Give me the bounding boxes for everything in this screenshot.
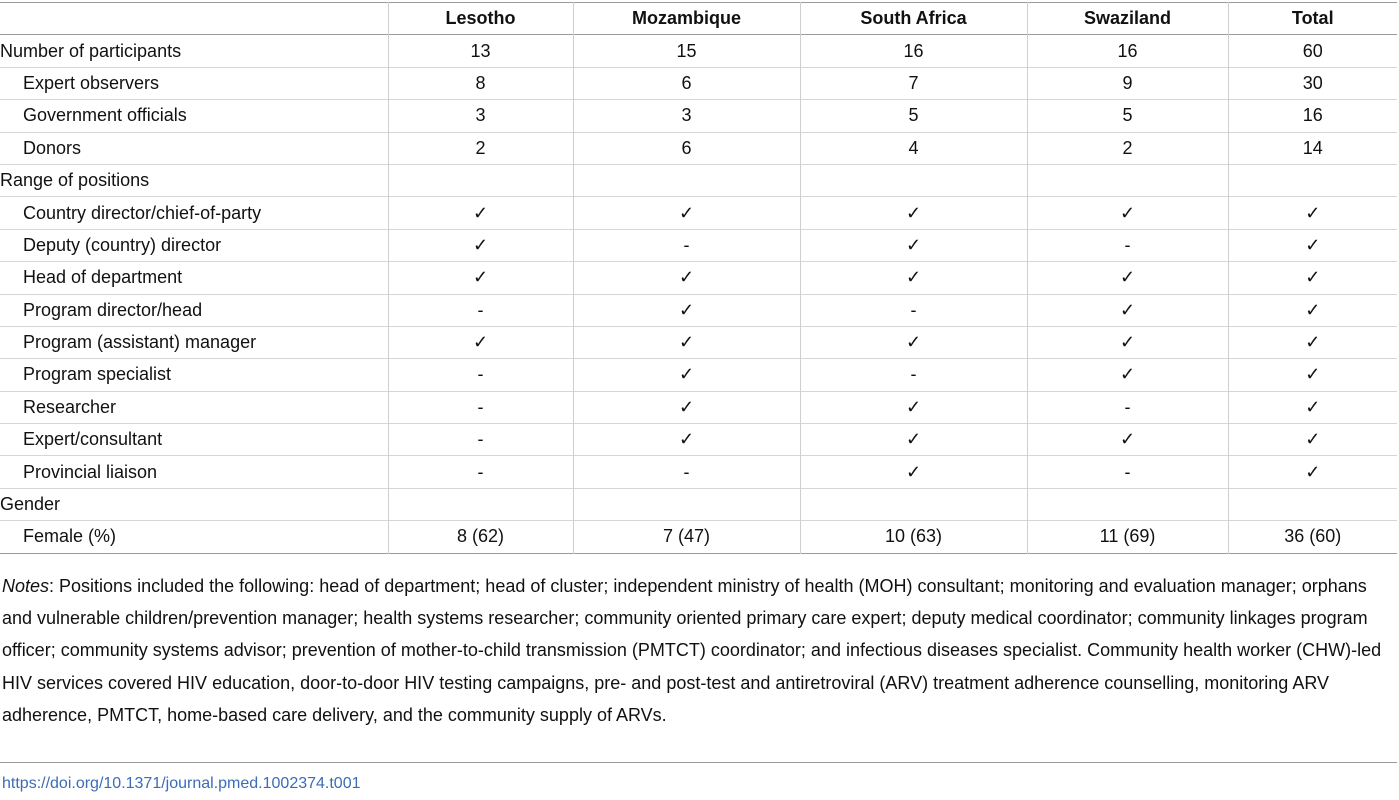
table-cell: ✓ bbox=[573, 197, 800, 229]
table-cell: ✓ bbox=[1027, 424, 1228, 456]
row-label: Provincial liaison bbox=[0, 456, 388, 488]
table-row bbox=[0, 521, 1397, 553]
table-cell bbox=[573, 164, 800, 196]
table-cell: ✓ bbox=[1027, 359, 1228, 391]
table-row bbox=[0, 197, 1397, 229]
table-row bbox=[0, 294, 1397, 326]
table-cell bbox=[388, 164, 573, 196]
table-row bbox=[0, 164, 1397, 196]
table-cell: 3 bbox=[388, 100, 573, 132]
table-cell: ✓ bbox=[388, 229, 573, 261]
table-cell: - bbox=[388, 456, 573, 488]
table-cell: ✓ bbox=[800, 197, 1027, 229]
table-cell: ✓ bbox=[1027, 326, 1228, 358]
notes-label: Notes bbox=[2, 576, 50, 596]
table-cell: 15 bbox=[573, 35, 800, 67]
table-cell: ✓ bbox=[1305, 234, 1321, 255]
table-row bbox=[0, 326, 1397, 358]
notes-text: : Positions included the following: head of department; head of cluster; independent ministry of health (MOH) consultant; monitoring and evaluation manager; orphans and vulnerable children/prevention manager; health systems researcher; community oriented primary care expert; deputy medical coordinator; community linkages program officer; community systems advisor; prevention of mother-to-child transmission (PMTCT) coordinator; and infectious diseases specialist. Community health worker (CHW)-led HIV services covered HIV education, door-to-door HIV testing campaigns, pre- and post-test and antiretroviral (ARV) treatment adherence counselling, monitoring ARV adherence, PMTCT, home-based care delivery, and the community supply of ARVs. bbox=[2, 576, 1382, 725]
column-header: Swaziland bbox=[1027, 3, 1228, 35]
table-cell: - bbox=[800, 359, 1027, 391]
table-cell: ✓ bbox=[800, 391, 1027, 423]
table-cell: ✓ bbox=[388, 197, 573, 229]
table-cell: - bbox=[388, 391, 573, 423]
table-cell: ✓ bbox=[800, 262, 1027, 294]
table-cell: ✓ bbox=[800, 456, 1027, 488]
row-label: Female (%) bbox=[0, 521, 388, 553]
table-cell: 16 bbox=[1302, 105, 1323, 126]
table-cell: 16 bbox=[1027, 35, 1228, 67]
table-cell: 2 bbox=[1027, 132, 1228, 164]
table-cell: - bbox=[1027, 391, 1228, 423]
row-label: Gender bbox=[0, 488, 388, 520]
table-cell: - bbox=[573, 456, 800, 488]
table-cell: 30 bbox=[1302, 72, 1323, 93]
table-cell: ✓ bbox=[573, 326, 800, 358]
table-cell: ✓ bbox=[573, 359, 800, 391]
table-cell: - bbox=[388, 359, 573, 391]
header-corner bbox=[0, 3, 388, 35]
table-cell: ✓ bbox=[1305, 461, 1321, 482]
table-cell: - bbox=[388, 424, 573, 456]
table-cell: ✓ bbox=[1305, 364, 1321, 385]
table-cell bbox=[800, 164, 1027, 196]
row-label: Researcher bbox=[0, 391, 388, 423]
table-row bbox=[0, 35, 1397, 67]
header-row bbox=[0, 3, 1397, 35]
row-label: Deputy (country) director bbox=[0, 229, 388, 261]
table-cell: 7 bbox=[800, 67, 1027, 99]
table-cell: 36 (60) bbox=[1284, 526, 1342, 547]
table-cell: ✓ bbox=[800, 424, 1027, 456]
table-cell: 14 bbox=[1302, 137, 1323, 158]
table-cell bbox=[1027, 164, 1228, 196]
row-label: Number of participants bbox=[0, 35, 388, 67]
table-notes bbox=[2, 570, 1396, 731]
table-cell: 3 bbox=[573, 100, 800, 132]
row-label: Country director/chief-of-party bbox=[0, 197, 388, 229]
table-row bbox=[0, 262, 1397, 294]
column-header: South Africa bbox=[800, 3, 1027, 35]
column-header: Lesotho bbox=[388, 3, 573, 35]
table-body bbox=[0, 35, 1397, 553]
table-cell: 10 (63) bbox=[800, 521, 1027, 553]
table-row bbox=[0, 488, 1397, 520]
table-cell: 60 bbox=[1302, 40, 1323, 61]
table-cell: ✓ bbox=[800, 326, 1027, 358]
table-cell: ✓ bbox=[1027, 197, 1228, 229]
table-row bbox=[0, 424, 1397, 456]
row-label: Program specialist bbox=[0, 359, 388, 391]
table-cell: ✓ bbox=[573, 391, 800, 423]
table-cell: 2 bbox=[388, 132, 573, 164]
table-cell bbox=[800, 488, 1027, 520]
footer-divider bbox=[0, 762, 1397, 763]
table-cell bbox=[388, 488, 573, 520]
table-cell: - bbox=[1027, 229, 1228, 261]
row-label: Program (assistant) manager bbox=[0, 326, 388, 358]
table-cell: 5 bbox=[1027, 100, 1228, 132]
table-cell: 8 bbox=[388, 67, 573, 99]
table-row bbox=[0, 100, 1397, 132]
table-cell: ✓ bbox=[1305, 267, 1321, 288]
table-cell bbox=[573, 488, 800, 520]
table-cell: - bbox=[800, 294, 1027, 326]
table-cell: - bbox=[573, 229, 800, 261]
table-cell: 8 (62) bbox=[388, 521, 573, 553]
table-cell: 5 bbox=[800, 100, 1027, 132]
table-cell: ✓ bbox=[388, 262, 573, 294]
row-label: Expert observers bbox=[0, 67, 388, 99]
table-cell: ✓ bbox=[800, 229, 1027, 261]
row-label: Donors bbox=[0, 132, 388, 164]
table-cell: 13 bbox=[388, 35, 573, 67]
table-cell: 6 bbox=[573, 132, 800, 164]
participants-table bbox=[0, 2, 1397, 554]
table-cell bbox=[1228, 488, 1397, 520]
table-cell: 7 (47) bbox=[573, 521, 800, 553]
table-cell: ✓ bbox=[1305, 299, 1321, 320]
row-label: Expert/consultant bbox=[0, 424, 388, 456]
table-row bbox=[0, 67, 1397, 99]
table-cell: ✓ bbox=[388, 326, 573, 358]
table-row bbox=[0, 132, 1397, 164]
doi-link[interactable]: https://doi.org/10.1371/journal.pmed.1002374.t001 bbox=[2, 775, 361, 792]
table-cell: ✓ bbox=[1305, 202, 1321, 223]
table-cell: ✓ bbox=[1305, 396, 1321, 417]
table-cell: 6 bbox=[573, 67, 800, 99]
table-cell: 16 bbox=[800, 35, 1027, 67]
table-cell bbox=[1228, 164, 1397, 196]
row-label: Program director/head bbox=[0, 294, 388, 326]
table-cell: ✓ bbox=[1027, 294, 1228, 326]
table-cell: ✓ bbox=[573, 262, 800, 294]
table-cell: ✓ bbox=[1305, 332, 1321, 353]
table-cell: 4 bbox=[800, 132, 1027, 164]
table-cell: - bbox=[388, 294, 573, 326]
table-row bbox=[0, 391, 1397, 423]
row-label: Government officials bbox=[0, 100, 388, 132]
table-cell: ✓ bbox=[1305, 429, 1321, 450]
table-cell: ✓ bbox=[573, 294, 800, 326]
column-header: Total bbox=[1291, 8, 1334, 29]
table-row bbox=[0, 229, 1397, 261]
row-label: Head of department bbox=[0, 262, 388, 294]
table-cell: ✓ bbox=[573, 424, 800, 456]
table-row bbox=[0, 456, 1397, 488]
table-row bbox=[0, 359, 1397, 391]
table-cell: - bbox=[1027, 456, 1228, 488]
table-cell bbox=[1027, 488, 1228, 520]
table-cell: 11 (69) bbox=[1027, 521, 1228, 553]
table-cell: ✓ bbox=[1027, 262, 1228, 294]
row-label: Range of positions bbox=[0, 164, 388, 196]
column-header: Mozambique bbox=[573, 3, 800, 35]
table-cell: 9 bbox=[1027, 67, 1228, 99]
